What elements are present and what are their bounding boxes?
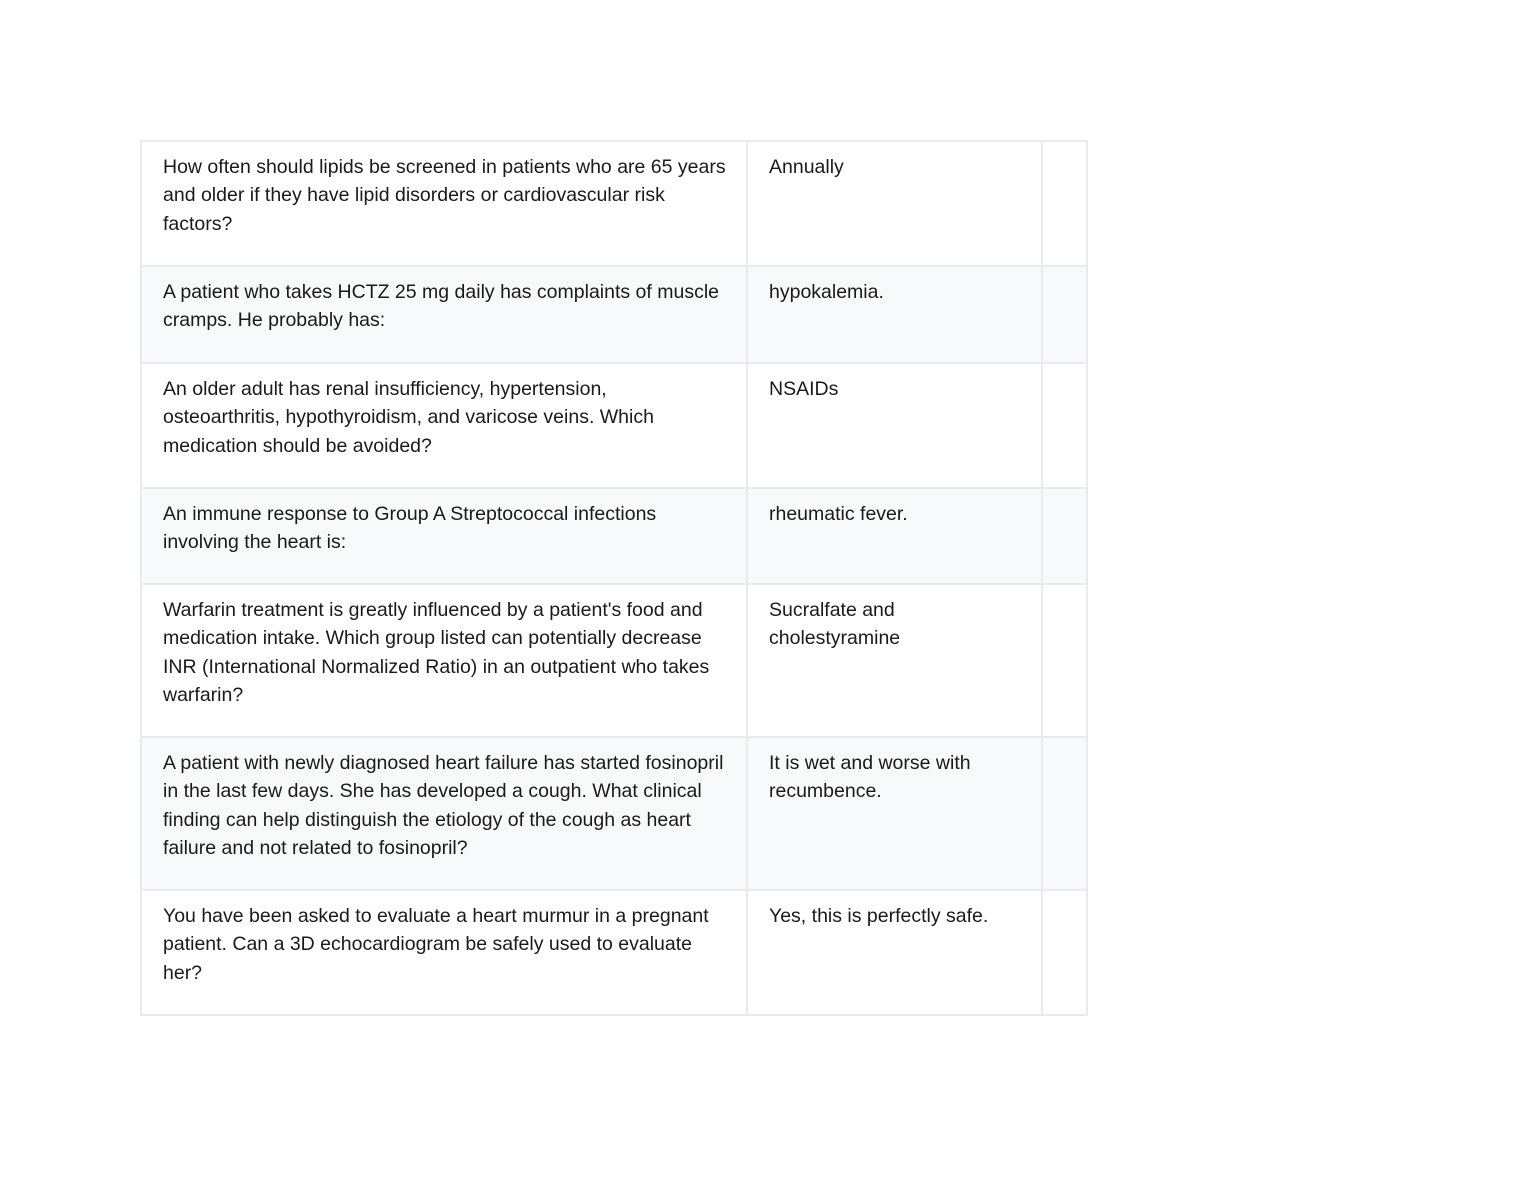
- answer-cell: Sucralfate and cholestyramine: [747, 584, 1042, 737]
- answer-cell: Annually: [747, 141, 1042, 266]
- empty-cell: [1042, 141, 1087, 266]
- empty-cell: [1042, 737, 1087, 890]
- answer-cell: NSAIDs: [747, 363, 1042, 488]
- table-row: [141, 141, 1087, 266]
- table-row: [141, 488, 1087, 584]
- table-row: [141, 363, 1087, 488]
- table-row: [141, 266, 1087, 363]
- question-cell: You have been asked to evaluate a heart murmur in a pregnant patient. Can a 3D echocardiogram be safely used to evaluate her?: [141, 890, 747, 1015]
- answer-cell: Yes, this is perfectly safe.: [747, 890, 1042, 1015]
- empty-cell: [1042, 488, 1087, 584]
- empty-cell: [1042, 363, 1087, 488]
- table-row: [141, 737, 1087, 890]
- flashcard-table: [140, 140, 1088, 1016]
- question-cell: An immune response to Group A Streptococcal infections involving the heart is:: [141, 488, 747, 584]
- flashcard-table-container: [140, 140, 1086, 1016]
- empty-cell: [1042, 266, 1087, 363]
- question-cell: Warfarin treatment is greatly influenced by a patient's food and medication intake. Which group listed can potentially decrease INR (International Normalized Ratio) in an outpatient who takes warfarin?: [141, 584, 747, 737]
- question-cell: A patient with newly diagnosed heart failure has started fosinopril in the last few days. She has developed a cough. What clinical finding can help distinguish the etiology of the cough as heart failure and not related to fosinopril?: [141, 737, 747, 890]
- table-row: [141, 890, 1087, 1015]
- answer-cell: It is wet and worse with recumbence.: [747, 737, 1042, 890]
- empty-cell: [1042, 890, 1087, 1015]
- answer-cell: hypokalemia.: [747, 266, 1042, 363]
- question-cell: How often should lipids be screened in patients who are 65 years and older if they have lipid disorders or cardiovascular risk factors?: [141, 141, 747, 266]
- answer-cell: rheumatic fever.: [747, 488, 1042, 584]
- empty-cell: [1042, 584, 1087, 737]
- table-row: [141, 584, 1087, 737]
- question-cell: An older adult has renal insufficiency, hypertension, osteoarthritis, hypothyroidism, and varicose veins. Which medication should be avoided?: [141, 363, 747, 488]
- question-cell: A patient who takes HCTZ 25 mg daily has complaints of muscle cramps. He probably has:: [141, 266, 747, 363]
